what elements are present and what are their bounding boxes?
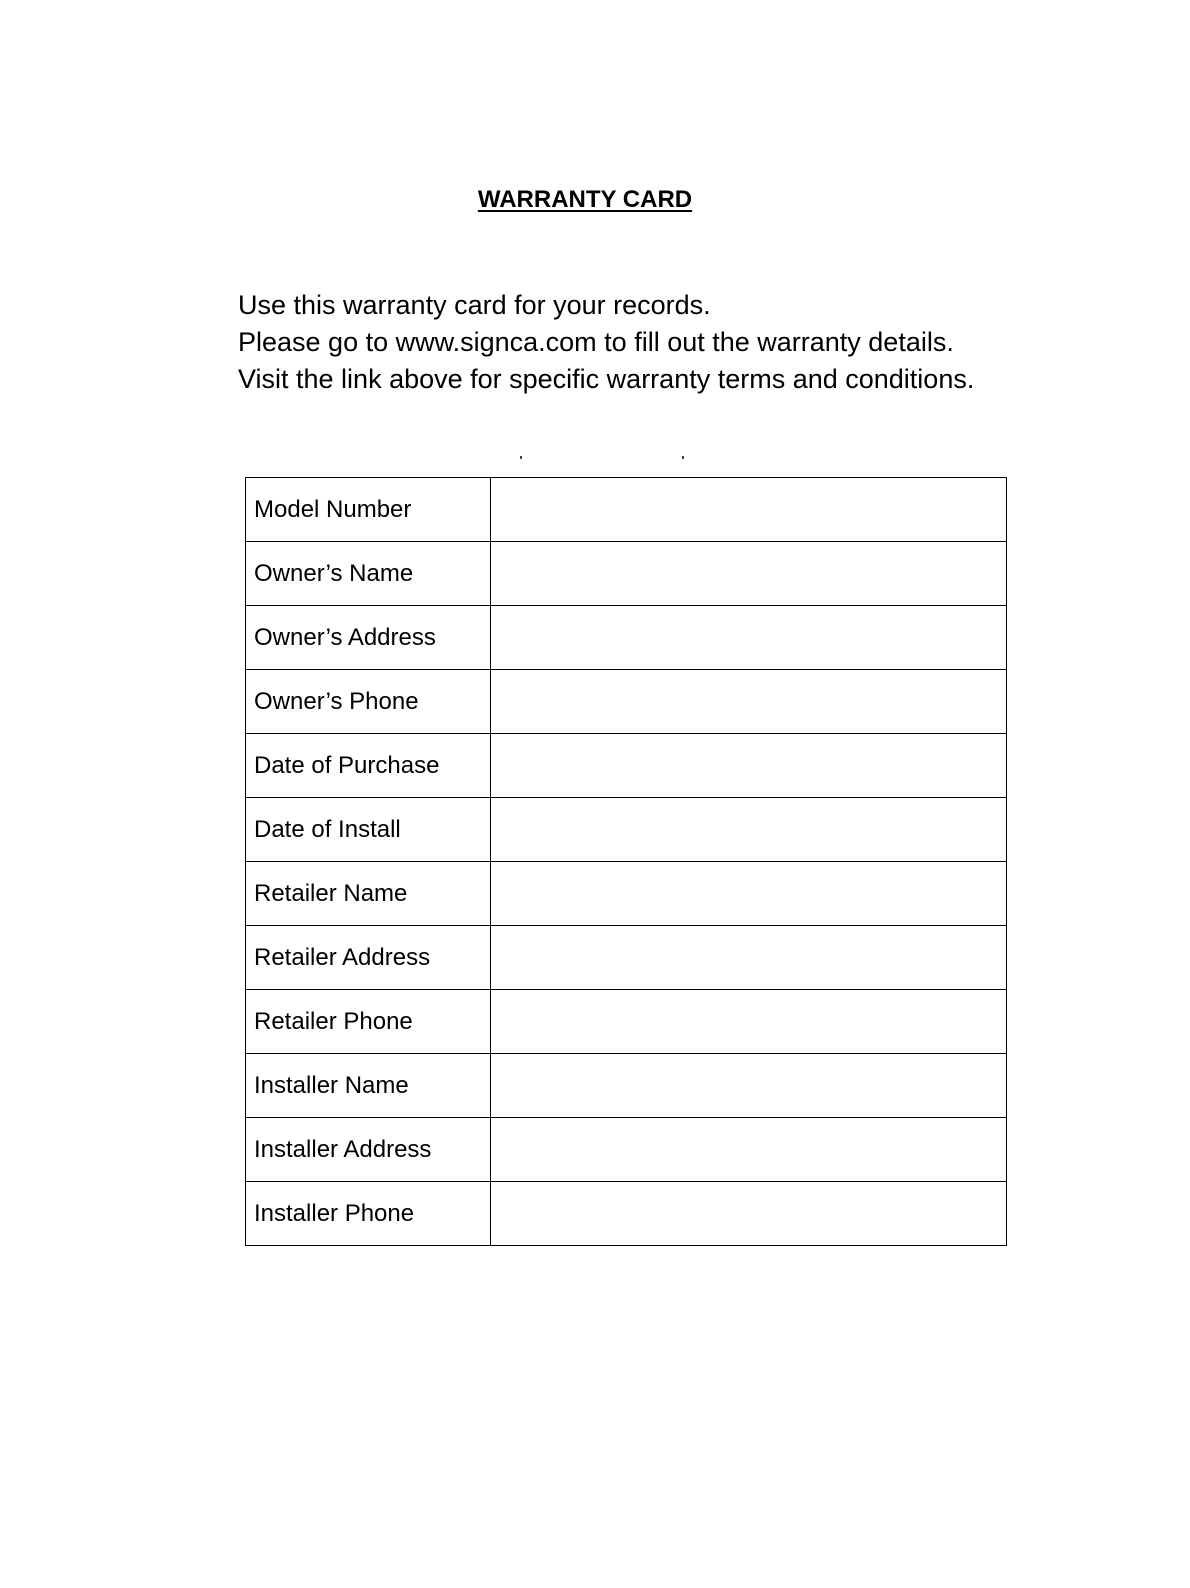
field-cell	[491, 926, 1007, 990]
field-cell	[491, 1054, 1007, 1118]
field-cell	[491, 734, 1007, 798]
retailer-name-field[interactable]	[491, 864, 1006, 924]
table-row	[246, 606, 1007, 670]
field-label-owner-phone: Owner’s Phone	[246, 670, 491, 734]
intro-line-terms: Visit the link above for specific warranty terms and conditions.	[238, 364, 975, 394]
installer-phone-field[interactable]	[491, 1184, 1006, 1244]
table-row	[246, 1118, 1007, 1182]
owner-name-field[interactable]	[491, 544, 1006, 604]
field-label-retailer-address: Retailer Address	[246, 926, 491, 990]
table-row	[246, 1182, 1007, 1246]
field-cell	[491, 862, 1007, 926]
field-label-installer-address: Installer Address	[246, 1118, 491, 1182]
retailer-phone-field[interactable]	[491, 992, 1006, 1052]
scan-mark	[682, 456, 684, 459]
table-row	[246, 542, 1007, 606]
owner-address-field[interactable]	[491, 608, 1006, 668]
retailer-address-field[interactable]	[491, 928, 1006, 988]
table-row	[246, 670, 1007, 734]
page-title: WARRANTY CARD	[477, 186, 693, 213]
owner-phone-field[interactable]	[491, 672, 1006, 732]
model-number-field[interactable]	[491, 480, 1006, 540]
field-label-owner-name: Owner’s Name	[246, 542, 491, 606]
date-of-purchase-field[interactable]	[491, 736, 1006, 796]
scan-mark	[520, 456, 522, 459]
table-row	[246, 798, 1007, 862]
field-label-retailer-name: Retailer Name	[246, 862, 491, 926]
field-cell	[491, 1182, 1007, 1246]
table-row	[246, 478, 1007, 542]
field-cell	[491, 606, 1007, 670]
field-cell	[491, 798, 1007, 862]
field-label-date-of-purchase: Date of Purchase	[246, 734, 491, 798]
field-cell	[491, 542, 1007, 606]
table-row	[246, 734, 1007, 798]
field-label-installer-name: Installer Name	[246, 1054, 491, 1118]
field-label-installer-phone: Installer Phone	[246, 1182, 491, 1246]
field-label-retailer-phone: Retailer Phone	[246, 990, 491, 1054]
scan-marks	[0, 456, 1190, 464]
intro-line-website: Please go to www.signca.com to fill out the warranty details.	[238, 327, 954, 357]
table-row	[246, 1054, 1007, 1118]
installer-address-field[interactable]	[491, 1120, 1006, 1180]
intro-line-records: Use this warranty card for your records.	[238, 290, 711, 320]
table-row	[246, 926, 1007, 990]
field-label-date-of-install: Date of Install	[246, 798, 491, 862]
installer-name-field[interactable]	[491, 1056, 1006, 1116]
field-label-model-number: Model Number	[246, 478, 491, 542]
table-row	[246, 990, 1007, 1054]
table-row	[246, 862, 1007, 926]
warranty-form-table	[245, 477, 1007, 1246]
field-label-owner-address: Owner’s Address	[246, 606, 491, 670]
field-cell	[491, 670, 1007, 734]
date-of-install-field[interactable]	[491, 800, 1006, 860]
field-cell	[491, 478, 1007, 542]
field-cell	[491, 1118, 1007, 1182]
field-cell	[491, 990, 1007, 1054]
intro-text	[238, 287, 974, 398]
